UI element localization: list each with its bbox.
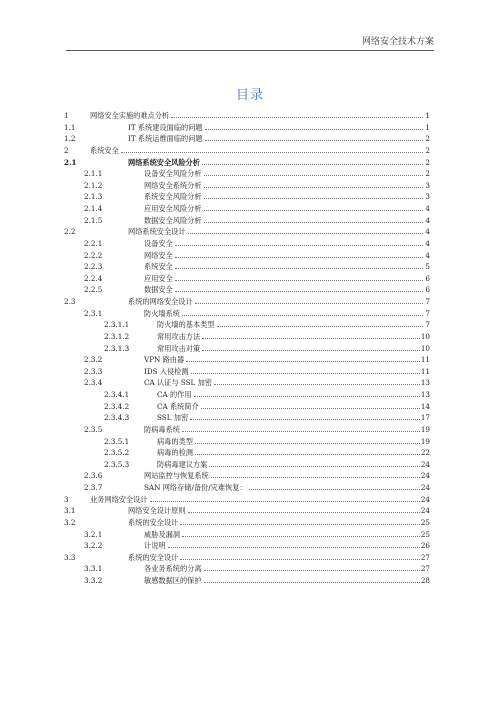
toc-entry-page: 7	[425, 297, 430, 306]
toc-entry[interactable]	[64, 343, 430, 355]
toc-entry-number: 3.3.1	[84, 564, 103, 574]
toc-entry-title: 网络系统安全设计	[128, 227, 186, 237]
toc-entry-page: 25	[420, 517, 430, 527]
toc-entry-number: 2.2.1	[84, 238, 103, 248]
toc-entry-page: 22	[420, 448, 430, 458]
toc-entry-title: 设备安全	[144, 238, 173, 248]
toc-entry-title: 防病毒系统	[144, 424, 180, 434]
toc-dot-leader	[194, 396, 420, 397]
toc-entry[interactable]	[64, 180, 430, 192]
toc-entry-page: 19	[420, 436, 430, 446]
toc-entry[interactable]	[64, 505, 430, 517]
toc-entry-title: 网络系统安全风险分析	[128, 157, 200, 167]
toc-entry-page: 13	[420, 378, 430, 388]
toc-entry-page: 17	[420, 413, 430, 423]
toc-entry-number: 3.2.2	[84, 541, 103, 551]
toc-dot-leader	[249, 489, 420, 490]
toc-entry-title: 防火墙系统	[144, 308, 180, 318]
toc-entry-number: 2.2.2	[84, 250, 103, 260]
toc-entry-number: 2.3.6	[84, 471, 103, 481]
toc-entry[interactable]	[64, 529, 430, 541]
toc-dot-leader	[214, 384, 420, 385]
toc-entry-number: 2.1.1	[84, 169, 103, 179]
toc-entry[interactable]	[64, 331, 430, 343]
toc-dot-leader	[202, 338, 420, 339]
toc-entry-page: 2	[425, 169, 430, 179]
toc-entry-title: 威胁及漏洞	[144, 529, 180, 539]
toc-entry[interactable]	[64, 168, 430, 180]
toc-dot-leader	[150, 501, 420, 502]
toc-dot-leader	[204, 582, 420, 583]
toc-entry-page: 19	[420, 424, 430, 434]
toc-entry-number: 2.3.2	[84, 355, 103, 365]
toc-entry[interactable]	[64, 238, 430, 250]
toc-dot-leader	[180, 524, 420, 525]
toc-entry[interactable]	[64, 250, 430, 262]
toc-entry-title: 数据安全	[144, 285, 173, 295]
toc-dot-leader	[204, 210, 423, 211]
toc-entry[interactable]	[64, 273, 430, 285]
toc-dot-leader	[205, 140, 423, 141]
toc-entry-number: 3	[64, 494, 69, 504]
toc-entry-number: 3.3.2	[84, 576, 103, 585]
toc-dot-leader	[204, 198, 423, 199]
toc-entry[interactable]	[64, 401, 430, 413]
toc-entry-number: 2.3.1.1	[104, 320, 130, 330]
table-of-contents	[64, 110, 430, 587]
toc-dot-leader	[182, 536, 420, 537]
toc-dot-leader	[204, 222, 423, 223]
toc-entry-title: 网络安全实施的难点分析	[90, 111, 170, 120]
toc-entry-title: 计说明	[144, 541, 166, 551]
toc-entry[interactable]	[64, 482, 430, 494]
toc-entry-number: 2.2	[64, 227, 76, 237]
toc-entry-title: 系统安全	[144, 262, 173, 272]
toc-entry-title: SAN 网络存储/备份/灾难恢复：	[144, 483, 247, 492]
toc-dot-leader	[191, 373, 420, 374]
toc-entry[interactable]	[64, 226, 430, 238]
toc-entry-title: 系统的网络安全设计	[128, 297, 193, 306]
toc-entry-title: 常用攻击对策	[157, 343, 201, 353]
toc-entry[interactable]	[64, 552, 430, 564]
toc-entry[interactable]	[64, 261, 430, 273]
toc-entry-number: 2.2.3	[84, 262, 103, 272]
toc-entry-page: 6	[425, 273, 430, 283]
toc-entry-title: 设备安全风险分析	[144, 169, 202, 179]
toc-entry[interactable]	[64, 284, 430, 296]
toc-dot-leader	[195, 443, 420, 444]
toc-entry[interactable]	[64, 366, 430, 378]
toc-entry-title: 数据安全风险分析	[144, 215, 202, 225]
toc-dot-leader	[188, 512, 420, 513]
toc-dot-leader	[175, 280, 423, 281]
toc-entry-page: 24	[420, 494, 430, 504]
toc-entry[interactable]	[64, 377, 430, 389]
toc-entry-number: 1.1	[64, 122, 76, 132]
toc-entry-number: 2.1.2	[84, 180, 103, 190]
toc-entry-number: 2.3.5.3	[104, 459, 130, 469]
toc-entry-page: 24	[420, 506, 430, 516]
toc-entry-page: 4	[425, 215, 430, 225]
toc-entry-title: 系统的安全设计	[128, 552, 179, 562]
toc-entry[interactable]	[64, 122, 430, 134]
toc-entry-title: CA 系统简介	[157, 401, 199, 411]
toc-entry[interactable]	[64, 157, 430, 169]
header-title: 网络安全技术方案	[361, 37, 434, 47]
toc-entry[interactable]	[64, 389, 430, 401]
toc-entry-page: 24	[420, 483, 430, 492]
toc-entry-title: 病毒的检测	[157, 448, 193, 458]
toc-entry[interactable]	[64, 424, 430, 436]
toc-dot-leader	[201, 408, 420, 409]
toc-dot-leader	[211, 477, 420, 478]
toc-dot-leader	[121, 152, 423, 153]
toc-entry-number: 2.2.4	[84, 273, 103, 283]
toc-entry-title: 系统安全	[90, 145, 119, 155]
toc-entry[interactable]	[64, 447, 430, 459]
toc-entry-page: 26	[420, 541, 430, 551]
toc-entry[interactable]	[64, 110, 430, 122]
toc-entry-page: 11	[420, 366, 430, 376]
toc-entry-number: 2.3.3	[84, 366, 103, 376]
toc-dot-leader	[175, 257, 423, 258]
toc-entry-page: 25	[420, 529, 430, 539]
toc-entry-number: 1.2	[64, 134, 76, 144]
toc-entry-number: 2.3	[64, 297, 76, 306]
toc-entry-number: 2.3.5	[84, 424, 103, 434]
toc-dot-leader	[204, 175, 423, 176]
toc-entry[interactable]	[64, 296, 430, 308]
toc-entry-page: 27	[420, 552, 430, 562]
toc-entry-page: 7	[425, 320, 430, 330]
toc-entry[interactable]	[64, 133, 430, 145]
toc-title: 目录	[235, 88, 264, 103]
toc-entry-number: 2.3.4.2	[104, 401, 130, 411]
toc-entry-page: 2	[425, 134, 430, 144]
toc-dot-leader	[168, 547, 420, 548]
toc-entry-title: 系统的安全设计	[128, 517, 179, 527]
toc-entry-title: 系统安全风险分析	[144, 192, 202, 202]
toc-entry-page: 13	[420, 390, 430, 399]
toc-entry-title: CA 的作用	[157, 390, 192, 399]
toc-entry-title: 病毒的类型	[157, 436, 193, 446]
toc-entry-page: 11	[420, 355, 430, 365]
toc-entry[interactable]	[64, 563, 430, 575]
toc-entry-page: 14	[420, 401, 430, 411]
toc-entry-number: 2.3.1.3	[104, 343, 130, 353]
toc-entry-number: 2.3.5.2	[104, 448, 130, 458]
toc-entry-number: 2.3.1	[84, 308, 103, 318]
toc-entry[interactable]	[64, 436, 430, 448]
page-header	[66, 36, 434, 51]
toc-entry-title: 网络安全设计原则	[128, 506, 186, 516]
toc-entry[interactable]	[64, 412, 430, 424]
toc-entry-page: 1	[425, 122, 430, 132]
toc-entry-title: 网络安全	[144, 250, 173, 260]
toc-entry-page: 3	[425, 180, 430, 190]
toc-entry-title: 常用攻击方法	[157, 331, 201, 341]
toc-entry[interactable]	[64, 145, 430, 157]
toc-dot-leader	[190, 419, 420, 420]
toc-entry-title: 防火墙的基本类型	[157, 320, 215, 330]
toc-entry-number: 3.2.1	[84, 529, 103, 539]
toc-entry-page: 10	[420, 343, 430, 353]
toc-entry-number: 2.1.4	[84, 204, 103, 213]
toc-entry-title: 网站监控与恢复系统	[144, 471, 209, 481]
toc-entry-title: 防病毒建议方案	[157, 459, 208, 469]
toc-entry-number: 1	[64, 111, 69, 120]
toc-entry[interactable]	[64, 354, 430, 366]
toc-entry-number: 2.3.5.1	[104, 436, 130, 446]
toc-entry-title: VPN 路由器	[144, 355, 185, 365]
toc-entry-number: 2.1.3	[84, 192, 103, 202]
toc-dot-leader	[171, 117, 423, 118]
toc-entry-number: 2.2.5	[84, 285, 103, 295]
toc-entry-page: 3	[425, 192, 430, 202]
toc-entry-title: 业务网络安全设计	[90, 494, 148, 504]
toc-entry-number: 2.3.7	[84, 483, 103, 492]
toc-entry-page: 27	[420, 564, 430, 574]
toc-dot-leader	[182, 431, 420, 432]
toc-entry-title: IT 系统运维面临的问题	[128, 134, 203, 144]
toc-entry-title: 应用安全	[144, 273, 173, 283]
toc-entry-title: IT 系统建设面临的问题	[128, 122, 203, 132]
toc-dot-leader	[209, 466, 420, 467]
toc-entry-page: 5	[425, 262, 430, 272]
toc-dot-leader	[195, 454, 420, 455]
toc-entry-title: 网络安全系统分析	[144, 180, 202, 190]
toc-entry-page: 7	[425, 308, 430, 318]
toc-entry-number: 2.3.4.1	[104, 390, 130, 399]
toc-entry-page: 6	[425, 285, 430, 295]
toc-entry-page: 2	[425, 145, 430, 155]
toc-entry-page: 4	[425, 204, 430, 213]
toc-entry-number: 2.1	[64, 157, 77, 167]
toc-entry-number: 3.3	[64, 552, 76, 562]
toc-entry-title: IDS 入侵检测	[144, 366, 189, 376]
toc-entry-title: CA 认证与 SSL 加密	[144, 378, 212, 388]
toc-entry-number: 2	[64, 145, 69, 155]
toc-entry[interactable]	[64, 203, 430, 215]
toc-entry-title: 各业务系统的分离	[144, 564, 202, 574]
toc-entry[interactable]	[64, 575, 430, 587]
toc-entry-title: 应用安全风险分析	[144, 204, 202, 213]
toc-entry[interactable]	[64, 517, 430, 529]
toc-entry-number: 3.1	[64, 506, 76, 516]
toc-entry[interactable]	[64, 215, 430, 227]
toc-dot-leader	[175, 268, 423, 269]
toc-dot-leader	[180, 559, 420, 560]
toc-dot-leader	[188, 233, 423, 234]
toc-entry-title: SSL 加密	[157, 413, 189, 423]
toc-entry-number: 2.1.5	[84, 215, 103, 225]
toc-entry[interactable]	[64, 494, 430, 506]
toc-dot-leader	[202, 350, 420, 351]
toc-entry-page: 24	[420, 459, 430, 469]
toc-entry-number: 2.3.1.2	[104, 331, 130, 341]
toc-entry[interactable]	[64, 540, 430, 552]
toc-entry[interactable]	[64, 319, 430, 331]
toc-dot-leader	[202, 164, 423, 165]
toc-entry-page: 4	[425, 238, 430, 248]
toc-entry[interactable]	[64, 308, 430, 320]
toc-entry-page: 2	[425, 157, 430, 167]
toc-dot-leader	[204, 570, 420, 571]
toc-entry-page: 28	[420, 576, 430, 585]
toc-entry-page: 4	[425, 227, 430, 237]
toc-entry-title: 敏感数据区的保护	[144, 576, 202, 585]
toc-entry-page: 10	[420, 331, 430, 341]
toc-dot-leader	[182, 315, 423, 316]
toc-dot-leader	[175, 245, 423, 246]
toc-dot-leader	[205, 129, 423, 130]
toc-dot-leader	[195, 303, 423, 304]
toc-entry-page: 1	[425, 111, 430, 120]
toc-entry-number: 2.3.4.3	[104, 413, 130, 423]
toc-entry-number: 2.3.4	[84, 378, 103, 388]
toc-dot-leader	[217, 326, 423, 327]
toc-dot-leader	[175, 291, 423, 292]
toc-entry-page: 24	[420, 471, 430, 481]
toc-entry[interactable]	[64, 191, 430, 203]
toc-entry-number: 3.2	[64, 517, 76, 527]
toc-entry-page: 4	[425, 250, 430, 260]
toc-dot-leader	[204, 187, 423, 188]
toc-entry[interactable]	[64, 470, 430, 482]
toc-entry[interactable]	[64, 459, 430, 471]
toc-dot-leader	[186, 361, 420, 362]
